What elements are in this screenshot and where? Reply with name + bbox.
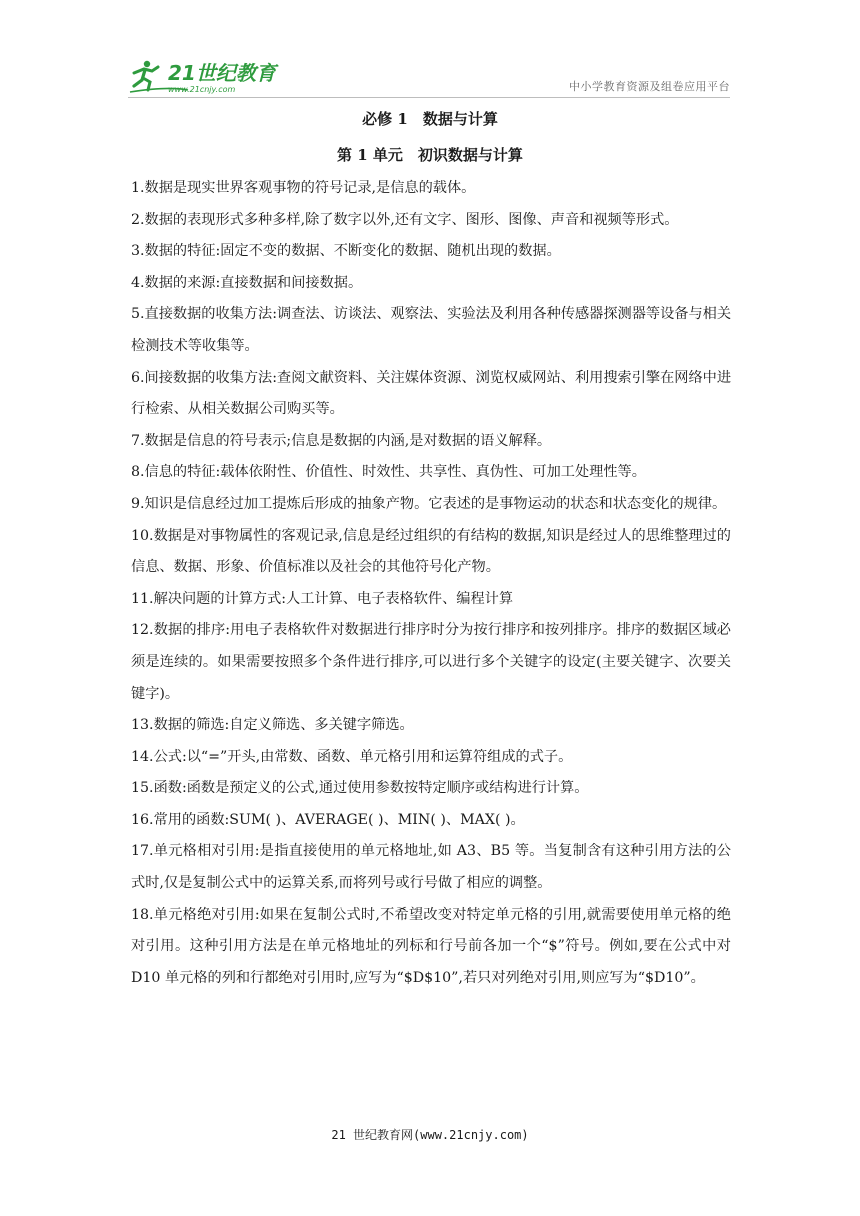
list-item: 9.知识是信息经过加工提炼后形成的抽象产物。它表述的是事物运动的状态和状态变化的规律。	[131, 495, 727, 512]
list-item: 3.数据的特征:固定不变的数据、不断变化的数据、随机出现的数据。	[131, 243, 561, 260]
list-item: 7.数据是信息的符号表示;信息是数据的内涵,是对数据的语义解释。	[131, 432, 552, 449]
list-item: 1.数据是现实世界客观事物的符号记录,是信息的载体。	[131, 180, 476, 196]
list-item: 4.数据的来源:直接数据和间接数据。	[131, 274, 363, 291]
list-item: 14.公式:以“=”开头,由常数、函数、单元格引用和运算符组成的式子。	[131, 748, 573, 765]
page-header	[128, 58, 730, 98]
list-item: 5.直接数据的收集方法:调查法、访谈法、观察法、实验法及利用各种传感器探测器等设备与相关检测技术等收集等。	[131, 306, 732, 354]
platform-label: 中小学教育资源及组卷应用平台	[569, 80, 730, 93]
list-item: 16.常用的函数:SUM( )、AVERAGE( )、MIN( )、MAX( )。	[131, 811, 525, 828]
list-item: 6.间接数据的收集方法:查阅文献资料、关注媒体资源、浏览权威网站、利用搜索引擎在网络中进行检索、从相关数据公司购买等。	[131, 369, 732, 418]
knowledge-list	[131, 173, 731, 994]
list-item: 12.数据的排序:用电子表格软件对数据进行排序时分为按行排序和按列排序。排序的数据区域必须是连续的。如果需要按照多个条件进行排序,可以进行多个关键字的设定(主要关键字、次要关键字)。	[131, 622, 731, 702]
book-title: 必修 1 数据与计算	[362, 110, 498, 128]
unit-title: 第 1 单元 初识数据与计算	[337, 146, 523, 164]
21cnjy-logo	[128, 58, 288, 96]
list-item: 8.信息的特征:载体依附性、价值性、时效性、共享性、真伪性、可加工处理性等。	[131, 464, 646, 481]
list-item: 13.数据的筛选:自定义筛选、多关键字筛选。	[131, 717, 414, 734]
page-footer: 21 世纪教育网(www.21cnjy.com)	[331, 1128, 529, 1142]
header-divider	[128, 97, 730, 98]
list-item: 11.解决问题的计算方式:人工计算、电子表格软件、编程计算	[131, 590, 514, 607]
list-item: 15.函数:函数是预定义的公式,通过使用参数按特定顺序或结构进行计算。	[131, 780, 589, 797]
list-item: 2.数据的表现形式多种多样,除了数字以外,还有文字、图形、图像、声音和视频等形式。	[131, 211, 679, 228]
svg-text:21世纪教育: 21世纪教育	[168, 61, 276, 85]
list-item: 18.单元格绝对引用:如果在复制公式时,不希望改变对特定单元格的引用,就需要使用单元格的绝对引用。这种引用方法是在单元格地址的列标和行号前各加一个“$”符号。例如,要在公式中对 D10 单元格的列和行都绝对引用时,应写为“$D$10”,若只对列绝对引用,则应写为“$D10”。	[131, 906, 731, 986]
list-item: 17.单元格相对引用:是指直接使用的单元格地址,如 A3、B5 等。当复制含有这种引用方法的公式时,仅是复制公式中的运算关系,而将列号或行号做了相应的调整。	[131, 843, 731, 892]
svg-text:www.21cnjy.com: www.21cnjy.com	[168, 85, 236, 94]
list-item: 10.数据是对事物属性的客观记录,信息是经过组织的有结构的数据,知识是经过人的思维整理过的信息、数据、形象、价值标准以及社会的其他符号化产物。	[131, 527, 731, 576]
